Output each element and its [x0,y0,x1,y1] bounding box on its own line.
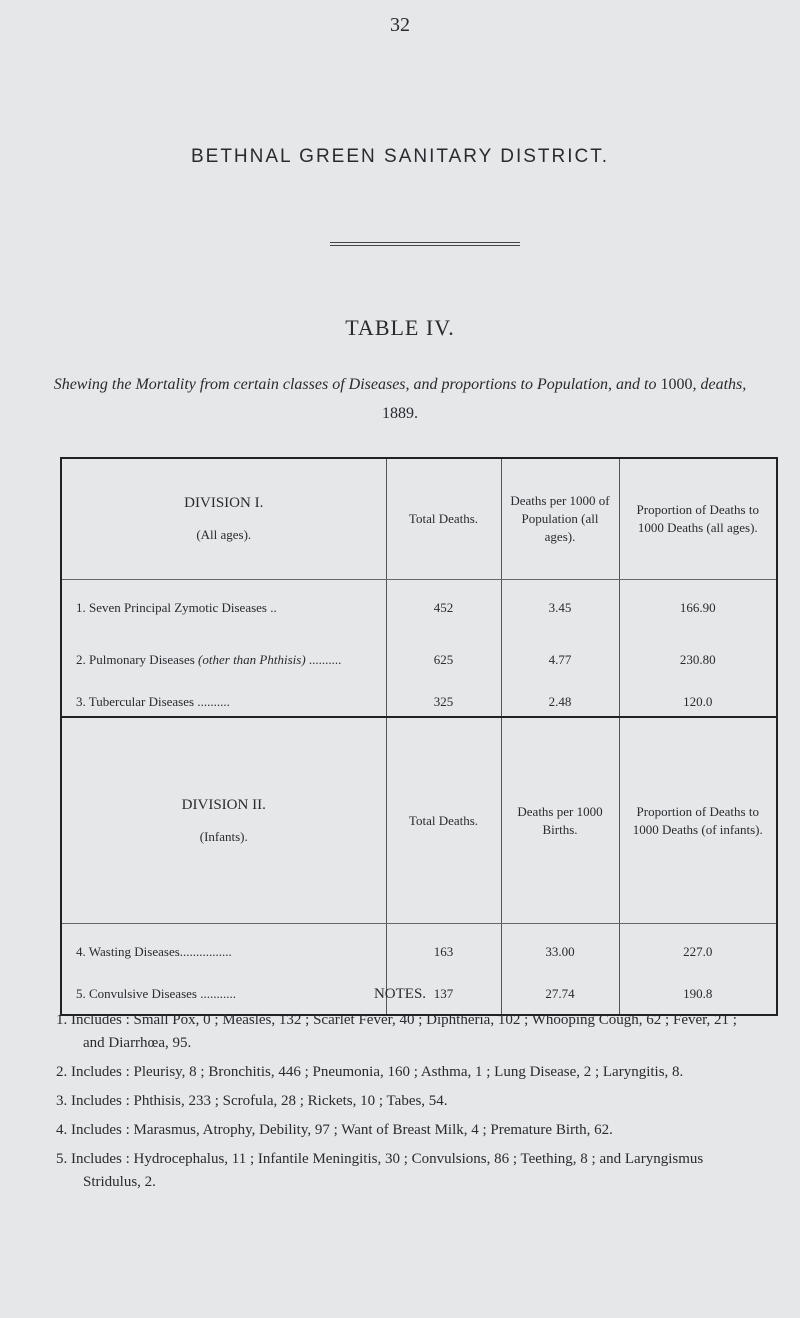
total-deaths: 325 [386,674,501,717]
division-subtitle: (Infants). [199,828,248,844]
subtitle-text: Shewing the Mortality from certain classes of Diseases, and proportions to Population, and to [53,376,661,393]
total-deaths: 137 [386,966,501,1015]
row-label: 4. Wasting Diseases................ [76,944,232,959]
table-row [61,674,777,717]
table-row [61,622,777,674]
proportion: 120.0 [619,674,777,717]
death-rate: 4.77 [501,622,619,674]
column-header-total: Total Deaths. [386,458,501,580]
death-rate: 33.00 [501,924,619,967]
table-row [61,924,777,967]
division1-header [61,458,777,580]
divider [330,242,520,243]
division2-title-cell [61,717,386,924]
total-deaths: 625 [386,622,501,674]
division1-title-cell [61,458,386,580]
proportion: 227.0 [619,924,777,967]
column-header-proportion: Proportion of Deaths to 1000 Deaths (of infants). [619,717,777,924]
total-deaths: 452 [386,580,501,623]
page-number: 32 [390,14,410,36]
row-label-note: (other than Phthisis) [198,652,306,667]
note-item: 5. Includes : Hydrocephalus, 11 ; Infantile Meningitis, 30 ; Convulsions, 86 ; Teething, 8 ; and Laryngismus Stridulus, 2. [56,1151,704,1190]
division-subtitle: (All ages). [196,527,252,542]
table-title: TABLE IV. [345,315,455,340]
column-header-proportion: Proportion of Deaths to 1000 Deaths (all ages). [619,458,777,580]
subtitle-number: 1000 [660,376,693,393]
subtitle-year: 1889. [382,405,418,422]
district-title: BETHNAL GREEN SANITARY DISTRICT. [190,146,610,167]
division-title: DIVISION II. [181,796,266,813]
table-row [61,580,777,623]
proportion: 166.90 [619,580,777,623]
row-label: 2. Pulmonary Diseases (other than Phthisis) .......... [76,652,342,667]
divider [330,245,520,246]
table-subtitle [40,370,760,428]
note-item: 2. Includes : Pleurisy, 8 ; Bronchitis, 446 ; Pneumonia, 160 ; Asthma, 1 ; Lung Disease, 2 ; Laryngitis, 8. [56,1064,684,1080]
death-rate: 3.45 [501,580,619,623]
proportion: 230.80 [619,622,777,674]
row-label: 5. Convulsive Diseases ........... [76,986,236,1001]
column-header-rate: Deaths per 1000 of Population (all ages). [501,458,619,580]
total-deaths: 163 [386,924,501,967]
division2-header [61,717,777,924]
subtitle-text: , deaths, [692,376,747,393]
division-title: DIVISION I. [184,495,264,511]
proportion: 190.8 [619,966,777,1015]
death-rate: 27.74 [501,966,619,1015]
row-label: 3. Tubercular Diseases .......... [61,674,386,717]
death-rate: 2.48 [501,674,619,717]
note-item: 4. Includes : Marasmus, Atrophy, Debility, 97 ; Want of Breast Milk, 4 ; Premature Birth, 62. [56,1122,613,1138]
note-item: 1. Includes : Small Pox, 0 ; Measles, 132 ; Scarlet Fever, 40 ; Diphtheria, 102 ; Whooping Cough, 62 ; Fever, 21 ; and Diarrhœa, 95. [56,1012,737,1051]
notes-heading: NOTES. [373,986,427,1002]
note-item: 3. Includes : Phthisis, 233 ; Scrofula, 28 ; Rickets, 10 ; Tabes, 54. [56,1093,448,1109]
mortality-table [60,457,778,1016]
column-header-total: Total Deaths. [386,717,501,924]
row-label: 1. Seven Principal Zymotic Diseases .. [76,600,277,615]
column-header-rate: Deaths per 1000 Births. [501,717,619,924]
notes-section [0,986,800,1200]
